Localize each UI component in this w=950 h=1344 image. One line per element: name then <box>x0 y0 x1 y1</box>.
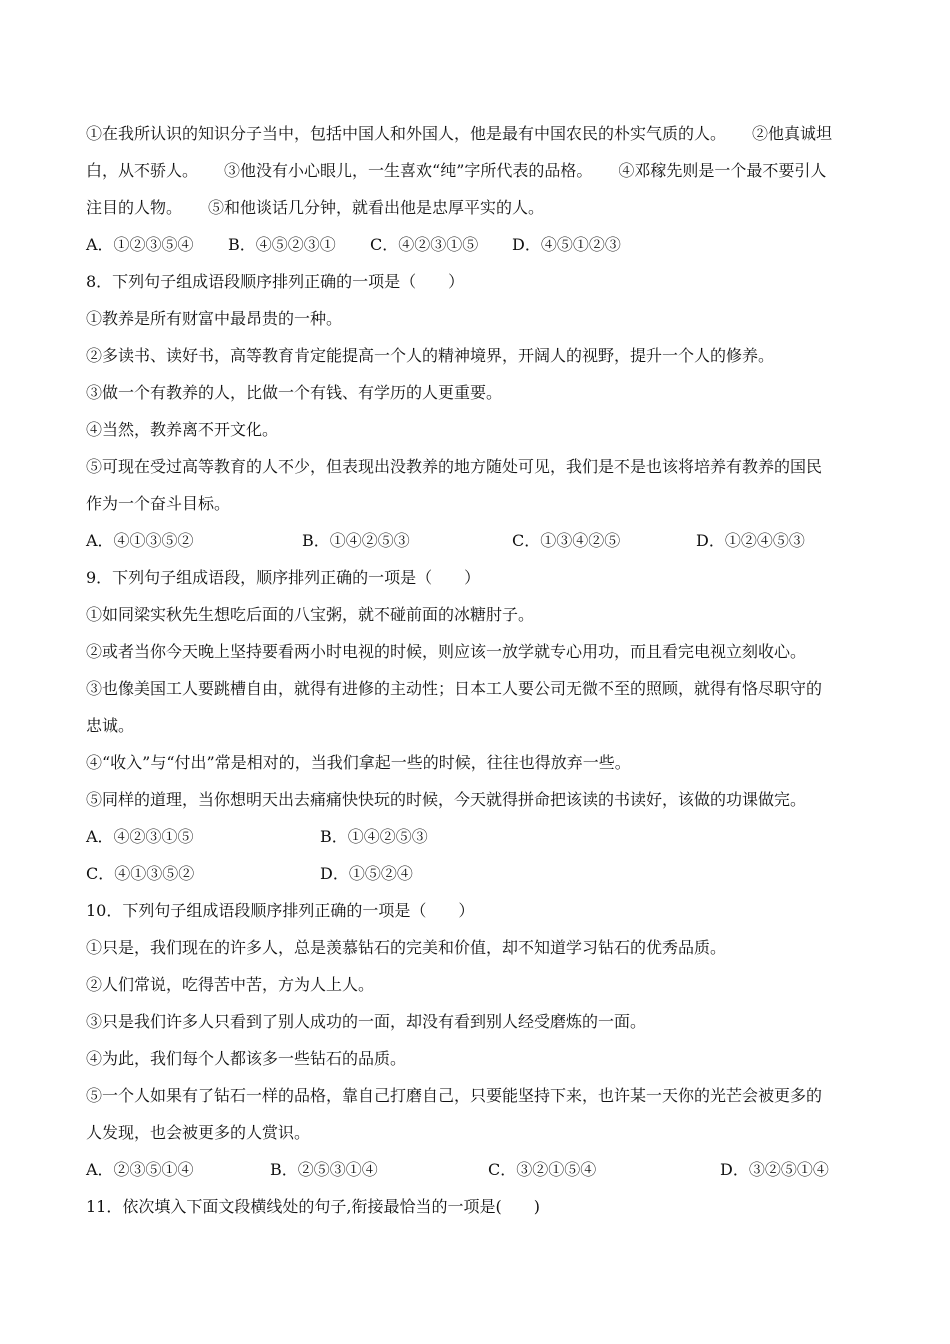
q10-sentence-2: ②人们常说，吃得苦中苦，方为人上人。 <box>86 975 375 994</box>
question-10 <box>86 892 864 1188</box>
q10-option-c[interactable]: C．③②①⑤④ <box>488 1160 597 1179</box>
q7-passage-line-3 <box>86 189 864 226</box>
q10-option-a[interactable]: A．②③⑤①④ <box>86 1160 194 1179</box>
q8-sentence-2: ②多读书、读好书，高等教育肯定能提高一个人的精神境界，开阔人的视野，提升一个人的修养。 <box>86 346 775 365</box>
q10-options <box>86 1151 864 1188</box>
q10-sentence-5-line-2: 人发现，也会被更多的人赏识。 <box>86 1123 311 1142</box>
q8-sentence-5-line-2: 作为一个奋斗目标。 <box>86 494 231 513</box>
q9-options-row-2 <box>86 855 864 892</box>
q8-stem: 8．下列句子组成语段顺序排列正确的一项是（ ） <box>86 272 465 291</box>
q8-sentence-1: ①教养是所有财富中最昂贵的一种。 <box>86 309 343 328</box>
q10-sentence-1: ①只是，我们现在的许多人，总是羡慕钻石的完美和价值，却不知道学习钻石的优秀品质。 <box>86 938 727 957</box>
q8-options <box>86 522 864 559</box>
q7-sentence-1: ①在我所认识的知识分子当中，包括中国人和外国人，他是最有中国农民的朴实气质的人。 <box>86 124 727 143</box>
q8-sentence-5-line-1: ⑤可现在受过高等教育的人不少，但表现出没教养的地方随处可见，我们是不是也该将培养有教养的国民 <box>86 457 823 476</box>
question-11 <box>86 1188 864 1225</box>
q7-sentence-2-end: 白，从不骄人。 <box>86 161 199 180</box>
q7-sentence-4-end: 注目的人物。 <box>86 198 183 217</box>
q9-sentence-2: ②或者当你今天晚上坚持要看两小时电视的时候，则应该一放学就专心用功，而且看完电视立刻收心。 <box>86 642 807 661</box>
q7-options <box>86 226 864 263</box>
q10-sentence-4: ④为此，我们每个人都该多一些钻石的品质。 <box>86 1049 407 1068</box>
q8-option-b[interactable]: B．①④②⑤③ <box>302 531 410 550</box>
q10-sentence-5-line-1: ⑤一个人如果有了钻石一样的品格，靠自己打磨自己，只要能坚持下来，也许某一天你的光芒会被更多的 <box>86 1086 823 1105</box>
q7-passage-line-1 <box>86 115 864 152</box>
q9-sentence-1: ①如同梁实秋先生想吃后面的八宝粥，就不碰前面的冰糖肘子。 <box>86 605 535 624</box>
q9-stem: 9．下列句子组成语段，顺序排列正确的一项是（ ） <box>86 568 481 587</box>
q9-sentence-3-line-1: ③也像美国工人要跳槽自由，就得有进修的主动性；日本工人要公司无微不至的照顾，就得有恪尽职守的 <box>86 679 823 698</box>
question-9 <box>86 559 864 892</box>
q9-option-d[interactable]: D．①⑤②④ <box>320 864 413 883</box>
q7-sentence-3: ③他没有小心眼儿，一生喜欢“纯”字所代表的品格。 <box>224 161 593 180</box>
q9-sentence-3-line-2: 忠诚。 <box>86 716 135 735</box>
question-7 <box>86 115 864 263</box>
q7-sentence-4-start: ④邓稼先则是一个最不要引人 <box>618 161 827 180</box>
question-8 <box>86 263 864 559</box>
q7-sentence-2-start: ②他真诚坦 <box>752 124 833 143</box>
q9-sentence-4: ④“收入”与“付出”常是相对的，当我们拿起一些的时候，往往也得放弃一些。 <box>86 753 631 772</box>
q10-option-b[interactable]: B．②⑤③①④ <box>270 1160 378 1179</box>
q7-option-d[interactable]: D．④⑤①②③ <box>512 235 621 254</box>
q9-sentence-5: ⑤同样的道理，当你想明天出去痛痛快快玩的时候，今天就得拼命把该读的书读好，该做的功课做完。 <box>86 790 807 809</box>
q7-passage-line-2 <box>86 152 864 189</box>
q9-option-a[interactable]: A．④②③①⑤ <box>86 827 194 846</box>
q9-option-c[interactable]: C．④①③⑤② <box>86 864 195 883</box>
q10-sentence-3: ③只是我们许多人只看到了别人成功的一面，却没有看到别人经受磨炼的一面。 <box>86 1012 647 1031</box>
q7-option-a[interactable]: A．①②③⑤④ <box>86 235 194 254</box>
q10-stem: 10．下列句子组成语段顺序排列正确的一项是（ ） <box>86 901 475 920</box>
q8-sentence-3: ③做一个有教养的人，比做一个有钱、有学历的人更重要。 <box>86 383 503 402</box>
q7-option-c[interactable]: C．④②③①⑤ <box>370 235 479 254</box>
q8-sentence-4: ④当然，教养离不开文化。 <box>86 420 279 439</box>
q10-option-d[interactable]: D．③②⑤①④ <box>720 1160 829 1179</box>
q7-sentence-5: ⑤和他谈话几分钟，就看出他是忠厚平实的人。 <box>208 198 545 217</box>
q11-stem: 11．依次填入下面文段横线处的句子,衔接最恰当的一项是( ) <box>86 1197 540 1216</box>
q9-options-row-1 <box>86 818 864 855</box>
q8-option-a[interactable]: A．④①③⑤② <box>86 531 194 550</box>
q9-option-b[interactable]: B．①④②⑤③ <box>320 827 428 846</box>
q8-option-d[interactable]: D．①②④⑤③ <box>696 531 805 550</box>
q8-option-c[interactable]: C．①③④②⑤ <box>512 531 621 550</box>
q7-option-b[interactable]: B．④⑤②③① <box>228 235 336 254</box>
